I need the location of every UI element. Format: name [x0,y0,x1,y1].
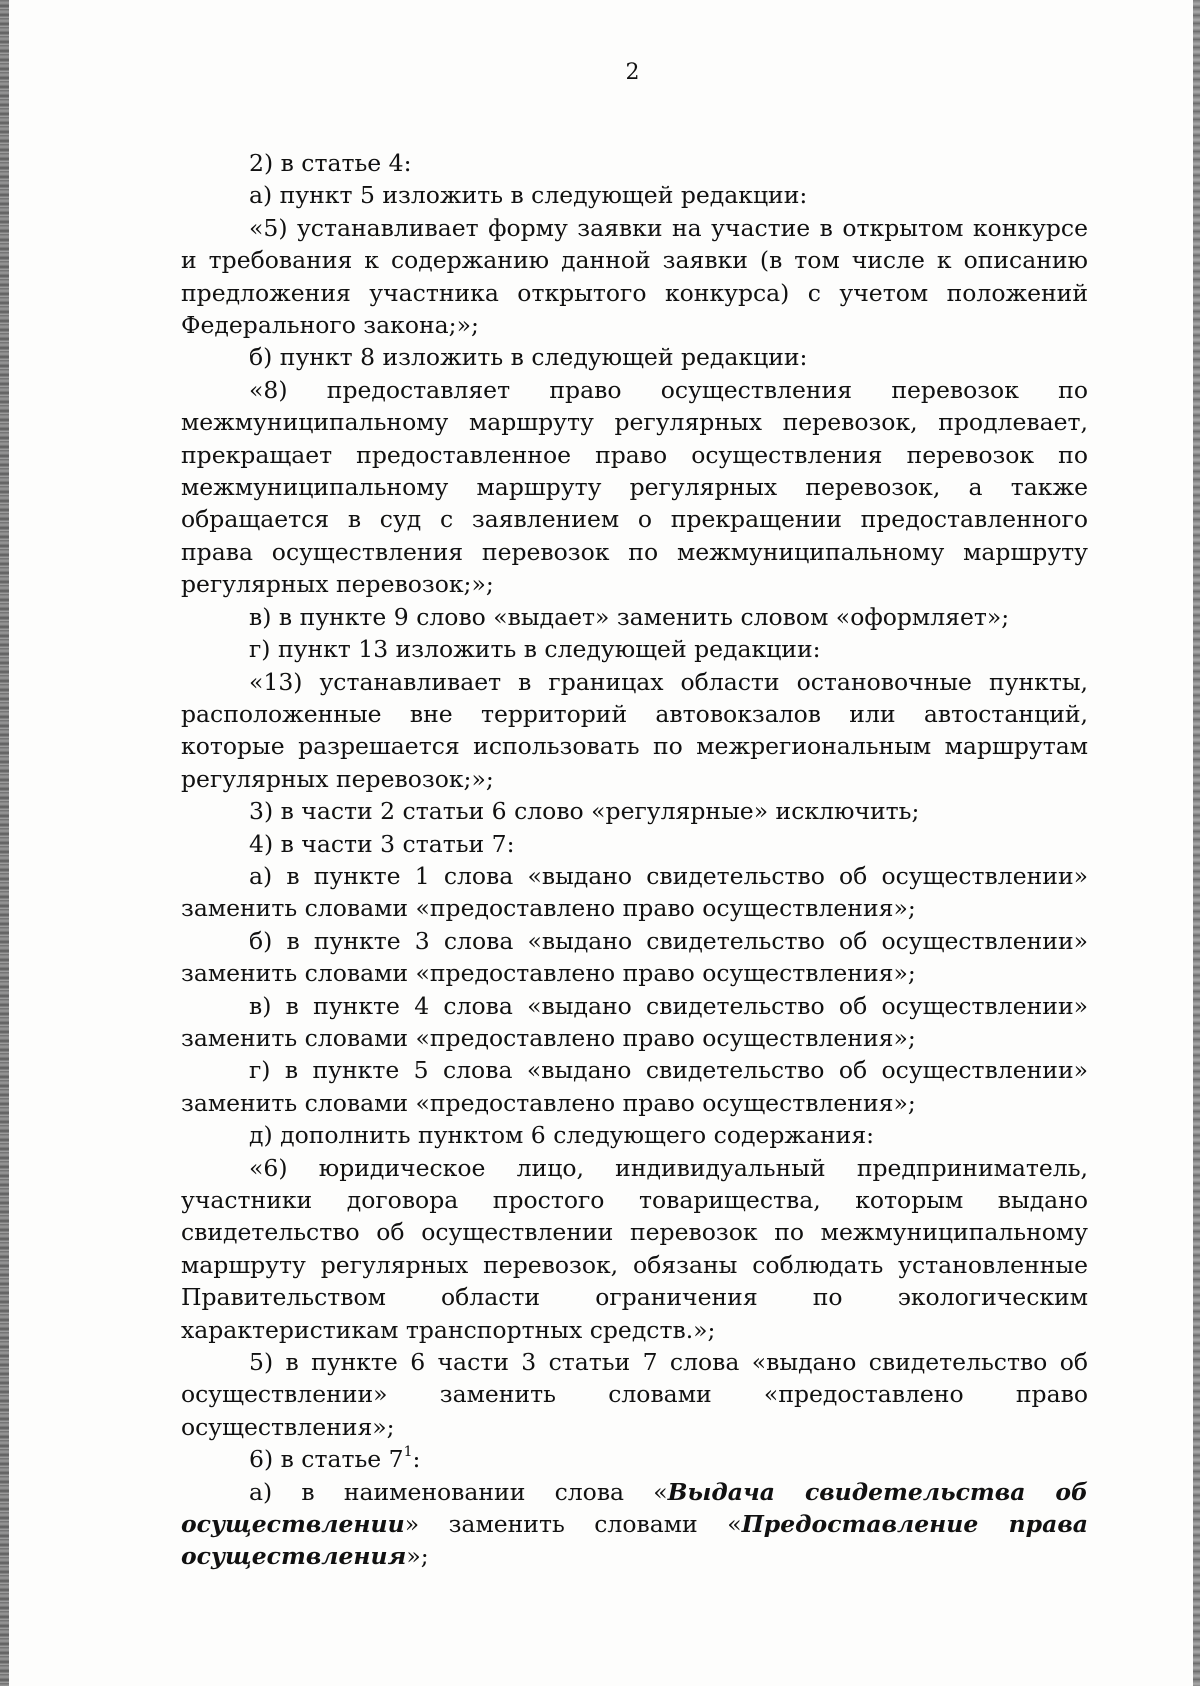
paragraph-item-8-text: «8) предоставляет право осуществления перевозок по межмуниципальному маршруту регулярных перевозок, продлевает, прекращает предоставленное право осуществления перевозок по межмуниципальному маршруту регулярных перевозок, а также обращается в суд с заявлением о прекращении предоставленного права осуществления перевозок по межмуниципальному маршруту регулярных перевозок;»; [181,375,1088,599]
scan-edge-right [1193,0,1200,1686]
paragraph-item-5-text: «5) устанавливает форму заявки на участие в открытом конкурсе и требования к содержанию данной заявки (в том числе к описанию предложения участника открытого конкурса) с учетом положений Федерального закона;»; [181,213,1088,340]
paragraph-item-8-intro: б) пункт 8 изложить в следующей редакции: [249,343,808,372]
title-change-part2: » заменить словами « [404,1510,742,1539]
article-7-1-superscript: 1 [403,1444,413,1461]
paragraph-article-7-item-6-text: «6) юридическое лицо, индивидуальный предприниматель, участники договора простого товарищества, которым выдано свидетельство об осуществлении перевозок по межмуниципальному маршруту регулярных перевозок, обязаны соблюдать установленные Правительством области ограничения по экологическим характеристикам транспортных средств.»; [181,1153,1088,1344]
paragraph-article-7-item-1: а) в пункте 1 слова «выдано свидетельство об осуществлении» заменить словами «предоставлено право осуществления»; [181,861,1088,923]
paragraph-item-13-intro: г) пункт 13 изложить в следующей редакции: [249,635,821,664]
paragraph-item-5-intro: а) пункт 5 изложить в следующей редакции: [249,181,808,210]
paragraph-article-7-item-6-intro: д) дополнить пунктом 6 следующего содержания: [249,1121,875,1150]
paragraph-item-13-text: «13) устанавливает в границах области остановочные пункты, расположенные вне территорий автовокзалов или автостанций, которые разрешается использовать по межрегиональным маршрутам регулярных перевозок;»; [181,667,1088,793]
document-body [181,147,1088,1573]
paragraph-article-7-item-3: б) в пункте 3 слова «выдано свидетельство об осуществлении» заменить словами «предоставлено право осуществления»; [181,926,1088,988]
paragraph-article-4: 2) в статье 4: [249,149,412,177]
title-change-part1: а) в наименовании слова « [249,1477,668,1506]
title-change-new-title: Предоставление права осуществления [181,1510,1088,1571]
page-number: 2 [625,60,640,85]
paragraph-item-5-article-7: 5) в пункте 6 части 3 статьи 7 слова «выдано свидетельство об осуществлении» заменить словами «предоставлено право осуществления»; [181,1348,1088,1441]
paragraph-article-7-1 [181,1443,1088,1475]
title-change-old-title: Выдача свидетельства об осуществлении [181,1477,1088,1539]
paragraph-item-9: в) в пункте 9 слово «выдает» заменить словом «оформляет»; [249,602,1010,631]
title-change-part3: »; [406,1542,429,1571]
article-7-1-suffix: : [412,1445,421,1474]
paragraph-article-7: 4) в части 3 статьи 7: [249,829,515,858]
paragraph-article-7-1-title-change [181,1476,1088,1573]
paragraph-article-6: 3) в части 2 статьи 6 слово «регулярные» исключить; [249,797,920,826]
paragraph-article-7-item-4: в) в пункте 4 слова «выдано свидетельство об осуществлении» заменить словами «предоставлено право осуществления»; [181,991,1088,1052]
paragraph-article-7-item-5: г) в пункте 5 слова «выдано свидетельство об осуществлении» заменить словами «предоставлено право осуществления»; [181,1056,1088,1117]
article-7-1-text: 6) в статье 7 [249,1445,404,1474]
scan-edge-left [0,0,9,1686]
